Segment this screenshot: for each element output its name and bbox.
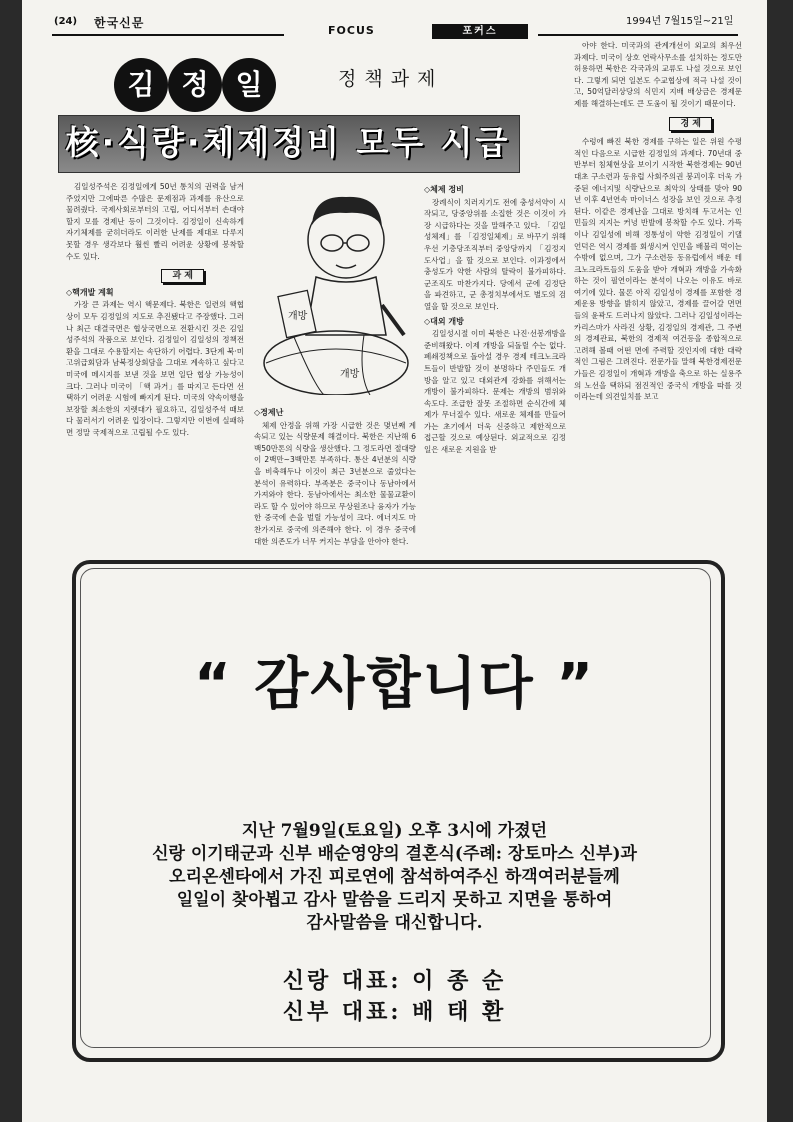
- page-number: (24): [54, 16, 78, 27]
- thank-you-message: [80, 820, 709, 935]
- header-rule-right: [538, 34, 738, 36]
- article-column-3: [424, 181, 566, 456]
- headline: 核·식량·체제정비 모두 시급: [65, 123, 511, 162]
- article-column-2: [254, 404, 416, 547]
- issue-date: 1994년 7월15일~21일: [626, 16, 734, 27]
- section-focus: FOCUS: [328, 24, 375, 37]
- economy-paragraph: 수렁에 빠진 북한 경제를 구하는 일은 위원 수평적인 다음으로 시급한 김정일의 과제다. 70년대 중반부터 침체현상을 보이기 시작한 북한경제는 90년대초 구소련과 동유럽 사회주의권 붕괴이후 더욱 가중된 에너지및 식량난으로 최악의 상태를 맞아 90년 이후 4년연속 마이너스 성장을 보인 것으로 추정된다. 이같은 경제난을 그대로 방치해 두고서는 인민들의 지지는 커녕 반발에 봉착할 수도 있다. 가뜩이나 김일성에 비해 정통성이 약한 김정일이 기댈 언덕은 역시 경제를 회생시켜 인민을 배불리 먹이는 수밖에 없으며, 그가 구소련등 동유럽에서 배운 테크노크라트들의 도움을 받아 개혁과 개방을 가속화하는 것이 필연이라는 분석이 나오는 이유도 바로 여기에 있다. 물론 아직 김일성이 경제를 포함한 경제운용 방향을 밝히지 않았고, 경제를 끌어갈 면면들의 윤곽도 드러나지 않았다. 그러나 김일성이라는 카리스마가 사라진 상황, 김정일의 경제관, 그 주변의 경제관료, 북한의 경제적 여건등을 종합적으로 고려해 볼때 어떤 면에 주력할 것인지에 대한 대략적인 그림은 그려진다. 전문가들 말해 북한경제전문가들은 김정일이 개혁과 개방을 축으로 하는 실용주의 노선을 택하되 점진적인 중국식 개방을 따를 것이라는데 의견일치를 보고: [574, 137, 742, 402]
- message-line-3: 오리온센타에서 가진 피로연에 참석하여주신 하객여러분들께: [169, 867, 620, 887]
- newspaper-name: 한국신문: [94, 16, 145, 30]
- cartoon-illustration: [254, 185, 414, 395]
- economy-label: 경 제: [669, 117, 712, 131]
- opening-paragraph: 김일성시절 이미 북한은 나진·선봉개방을 준비해왔다. 이제 개방을 되돌릴 수는 없다. 폐쇄정책으로 돌아설 경우 경제 테크노크라트들이 반발할 것이 분명하다 주민들도 개방을 알고 있고 대외관계 강화를 위해서는 개방이 불가피하다. 문제는 개방의 범위와 속도다. 조급한 잘못 조절하면 순식간에 체제가 무너질수 있다. 새로운 체제를 만들어가는 초기에서 더욱 신중하고 제한적으로 접근할 것으로 예상된다. 외교적으로 김정일은 새로운 지원을 받: [424, 329, 566, 455]
- message-line-1: 지난 7월9일(토요일) 오후 3시에 가졌던: [241, 821, 548, 841]
- message-line-5: 감사말씀을 대신합니다.: [306, 913, 483, 933]
- nuclear-paragraph: 가장 큰 과제는 역시 핵문제다. 북한은 일련의 핵협상이 모두 김정일의 지도로 추진됐다고 주장했다. 그러나 최근 대결국면은 협상국면으로 전환시킨 것은 김일성주석의 작품으로 보인다. 김정일이 김일성의 정책전환을 그대로 수용할지는 속단하기 어렵다. 3단계 북·미 고위급회담과 남북정상회담을 그대로 계속하고 싶다고 미국에 메시지를 보낸 것을 보면 일단 협상 가능성이 크다. 그러나 미국이 「핵 과거」를 따지고 든다면 선택하기 어려운 시험에 빠지게 된다. 미국의 약속이행을 보장할 최소한의 지렛대가 필요하고, 김일성주석 때보다 물러서기 어려운 입장이다. 그렇지만 이번에 실패하면 정말 국제적으로 고립될 수도 있다.: [66, 300, 244, 437]
- tasks-label: 과 제: [161, 269, 204, 283]
- diplomacy-paragraph: 아야 한다. 미국과의 관계개선이 외교의 최우선 과제다. 미국이 상호 연락사무소를 설치하는 정도만 허용하면 북한은 각국과의 교류도 나설 것으로 보인다. 그렇게 되면 일본도 수교협상에 적극 나설 것이고, 50억달러상당의 식민지 지배 배상금은 경제문제를 해결하는데도 큰 도움이 될 것이기 때문이다.: [574, 41, 742, 108]
- subhead-nuclear: ◇핵개발 계획: [66, 287, 114, 297]
- thank-you-title: “ 감사합니다 ”: [193, 652, 596, 717]
- name-circle-3: 일: [222, 58, 276, 112]
- signatures: [80, 966, 709, 1028]
- subhead-system: ◇체제 정비: [424, 185, 464, 194]
- intro-paragraph: 김일성주석은 김정일에게 50년 통치의 권력을 남겨주었지만 그에따른 수많은 문제점과 과제를 유산으로 물려줬다. 국제사회로부터의 고립, 어디서부터 손대야 할지 모를 경제난 등이 그것이다. 김정일이 신속하게 자기체제를 굳히더라도 이러한 난제를 제대로 다루지 못할 경우 생각보다 훨씬 빨리 어려운 상황에 봉착할 수도 있다.: [66, 182, 244, 261]
- header-rule-left: [52, 34, 284, 36]
- article-column-1: [66, 181, 244, 438]
- economy-crisis-paragraph: 체제 안정을 위해 가장 시급한 것은 몇년째 계속되고 있는 식량문제 해결이다. 북한은 지난해 6백50만톤의 식량을 생산했다. 그 정도라면 절대량이 2백만~3백만톤 부족하다. 통산 4년분의 식량을 비축해두나 이것이 최근 3년분으로 줄었다는 분석이 유력하다. 부족분은 중국이나 동남아에서 가져와야 한다. 동남아에서는 최소한 물물교환이라도 할 수 있어야 하므로 무상원조나 융자가 가능한 중국에 손을 벌릴 가능성이 크다. 에너지도 마찬가지로 중국에 의존해야 한다. 이 경우 중국에 대한 의존도가 너무 커지는 부담을 안아야 한다.: [254, 420, 416, 546]
- cartoon-sign-2: 개방: [340, 369, 360, 380]
- groom-representative: 신랑 대표: 이 종 순: [282, 968, 507, 994]
- cartoon-sign-1: 개방: [288, 311, 308, 322]
- section-title: 정책과제: [338, 68, 444, 90]
- message-line-4: 일일이 찾아뵙고 감사 말씀을 드리지 못하고 지면을 통하여: [176, 890, 613, 910]
- article-column-4: [574, 40, 742, 403]
- kim-jong-il-cartoon: [254, 185, 414, 395]
- bride-representative: 신부 대표: 배 태 환: [282, 999, 507, 1025]
- newspaper-page: [22, 0, 767, 1122]
- section-focus-korean: 포커스: [432, 24, 528, 39]
- system-paragraph: 장례식이 치러지기도 전에 충성서약이 시작되고, 당중앙위를 소집한 것은 이것이 가장 시급하다는 것을 말해주고 있다. 「김일성체제」를 「김정일체제」로 바꾸기 위해 우선 기층당조직부터 중앙당까지 「김정지도사업」을 할 것으로 보인다. 이과정에서 충성도가 약한 사람의 탈락이 불가피하다. 군조직도 마찬가지다. 당에서 군에 김정단을 파견하고, 군 총정치부에서도 별도의 검열을 할 것으로 보인다.: [424, 197, 566, 311]
- name-circle-2: 정: [168, 58, 222, 112]
- subhead-opening: ◇대외 개방: [424, 316, 464, 326]
- message-line-2: 신랑 이기태군과 신부 배순영양의 결혼식(주례: 장토마스 신부)과: [152, 844, 637, 864]
- name-circle-1: 김: [114, 58, 168, 112]
- subhead-economy-crisis: ◇경제난: [254, 408, 284, 417]
